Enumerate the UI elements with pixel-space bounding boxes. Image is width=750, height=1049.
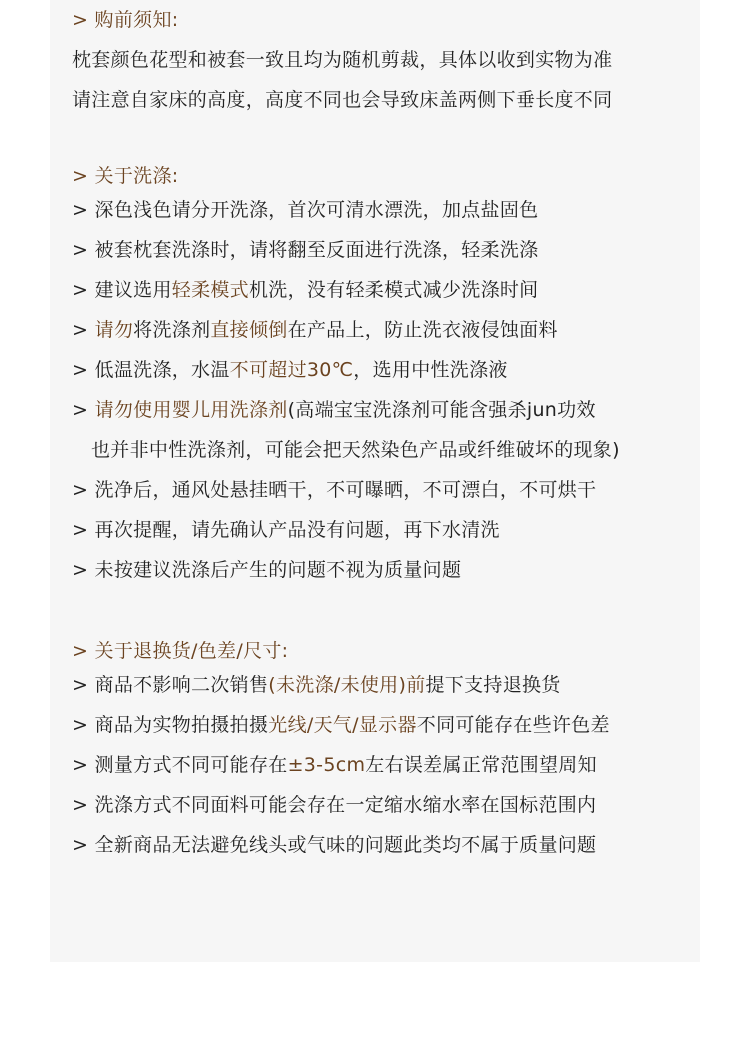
washing-item-5 <box>72 358 508 382</box>
washing-item-4-highlight-1: 请勿 <box>94 319 134 341</box>
returns-item-1-highlight: (未洗涤/未使用)前 <box>268 674 426 696</box>
washing-item-3 <box>72 278 538 302</box>
washing-item-5-text-a: > 低温洗涤，水温 <box>72 359 230 381</box>
returns-item-3-highlight: ±3-5cm <box>287 754 366 776</box>
purchase-note-2: 请注意自家床的高度，高度不同也会导致床盖两侧下垂长度不同 <box>72 89 613 111</box>
washing-item-8: > 再次提醒，请先确认产品没有问题，再下水清洗 <box>72 519 500 541</box>
washing-item-4 <box>72 318 558 342</box>
washing-item-7: > 洗净后，通风处悬挂晒干，不可曝晒，不可漂白，不可烘干 <box>72 479 597 501</box>
washing-item-5-highlight: 不可超过30℃ <box>229 359 354 381</box>
purchase-heading: > 购前须知: <box>72 9 179 31</box>
washing-item-6-prefix: > <box>72 399 95 421</box>
washing-item-4-highlight-2: 直接倾倒 <box>210 319 288 341</box>
washing-item-6-continuation: 也并非中性洗涤剂，可能会把天然染色产品或纤维破坏的现象) <box>91 439 620 461</box>
washing-item-9: > 未按建议洗涤后产生的问题不视为质量问题 <box>72 559 462 581</box>
returns-item-3-text-a: > 测量方式不同可能存在 <box>72 754 288 776</box>
returns-item-3-text-b: 左右误差属正常范围望周知 <box>365 754 597 776</box>
washing-item-3-text-a: > 建议选用 <box>72 279 172 301</box>
returns-item-5: > 全新商品无法避免线头或气味的问题此类均不属于质量问题 <box>72 834 597 856</box>
returns-item-2-text-a: > 商品为实物拍摄拍摄 <box>72 714 269 736</box>
washing-item-6 <box>72 398 596 422</box>
washing-item-5-text-b: ，选用中性洗涤液 <box>353 359 508 381</box>
returns-item-4: > 洗涤方式不同面料可能会存在一定缩水缩水率在国标范围内 <box>72 794 597 816</box>
washing-item-2: > 被套枕套洗涤时，请将翻至反面进行洗涤，轻柔洗涤 <box>72 239 539 261</box>
returns-item-2-highlight: 光线/天气/显示器 <box>268 714 417 736</box>
returns-item-3 <box>72 753 597 777</box>
returns-heading: > 关于退换货/色差/尺寸: <box>72 640 289 662</box>
returns-item-2 <box>72 713 610 737</box>
washing-item-4-text-c: 在产品上，防止洗衣液侵蚀面料 <box>287 319 558 341</box>
returns-item-1-text-b: 提下支持退换货 <box>425 674 561 696</box>
washing-item-4-prefix: > <box>72 319 95 341</box>
returns-item-1 <box>72 673 561 697</box>
returns-item-1-text-a: > 商品不影响二次销售 <box>72 674 269 696</box>
washing-item-4-text-b: 将洗涤剂 <box>133 319 211 341</box>
returns-item-2-text-b: 不同可能存在些许色差 <box>416 714 610 736</box>
washing-heading: > 关于洗涤: <box>72 165 179 187</box>
purchase-note-1: 枕套颜色花型和被套一致且均为随机剪裁，具体以收到实物为准 <box>72 49 613 71</box>
washing-item-6-text-b: (高端宝宝洗涤剂可能含强杀jun功效 <box>287 399 596 421</box>
washing-item-3-text-b: 机洗，没有轻柔模式减少洗涤时间 <box>248 279 539 301</box>
washing-item-3-highlight: 轻柔模式 <box>171 279 249 301</box>
washing-item-6-highlight: 请勿使用婴儿用洗涤剂 <box>94 399 288 421</box>
washing-item-1: > 深色浅色请分开洗涤，首次可清水漂洗，加点盐固色 <box>72 199 539 221</box>
